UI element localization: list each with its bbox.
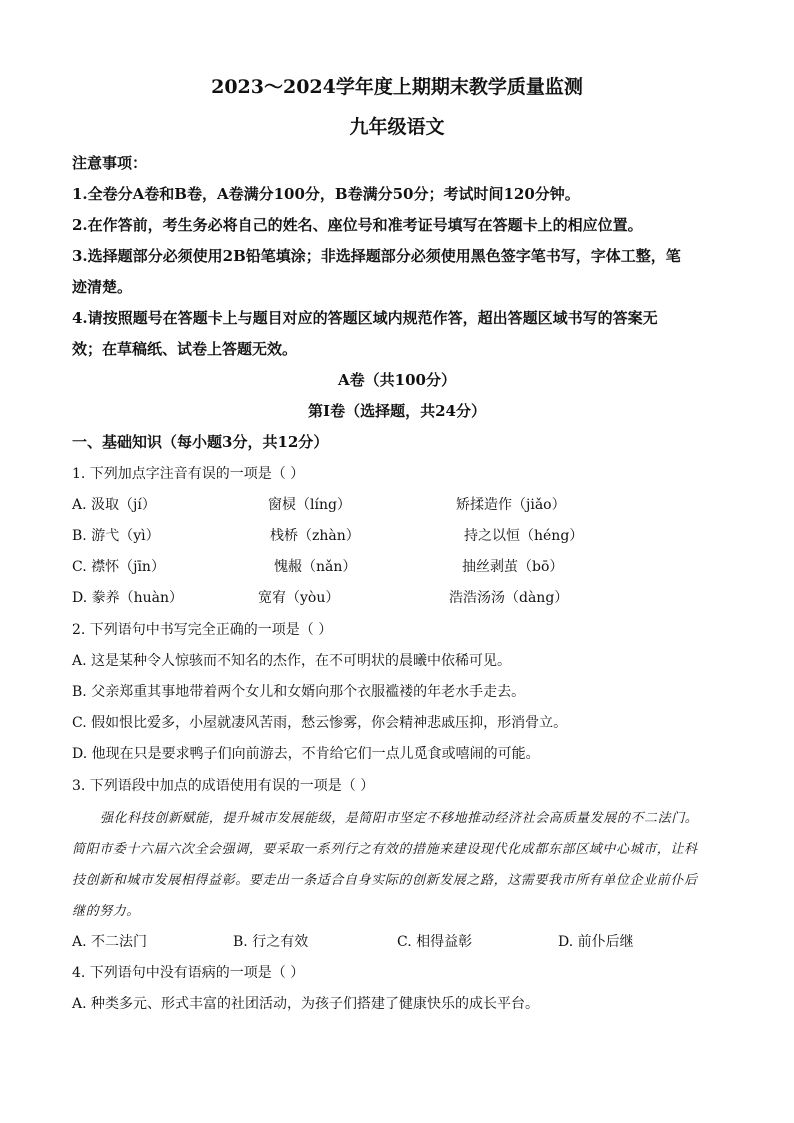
q3-option-d: D. 前仆后继 — [558, 934, 634, 950]
q3-passage-line: 强化科技创新赋能，提升城市发展能级，是简阳市坚定不移地推动经济社会高质量发展的不二法门。 — [100, 811, 699, 826]
exam-title: 2023～2024学年度上期期末教学质量监测 — [211, 76, 583, 98]
q1-option-b-3: 持之以恒（héng） — [464, 528, 584, 544]
q3-option-a: A. 不二法门 — [72, 934, 148, 950]
question-1-stem: 1. 下列加点字注音有误的一项是（ ） — [72, 466, 305, 482]
q1-option-d-1: D. 豢养（huàn） — [72, 590, 184, 606]
q3-passage-line: 技创新和城市发展相得益彰。要走出一条适合自身实际的创新发展之路，这需要我市所有单位企业前仆后 — [72, 873, 698, 888]
notice-line: 效；在草稿纸、试卷上答题无效。 — [72, 340, 298, 358]
q1-option-d-3: 浩浩汤汤（dàng） — [449, 590, 569, 606]
q2-option-b: B. 父亲郑重其事地带着两个女儿和女婿向那个衣服褴褛的年老水手走去。 — [72, 684, 526, 700]
q4-option-a: A. 种类多元、形式丰富的社团活动，为孩子们搭建了健康快乐的成长平台。 — [72, 996, 540, 1012]
volume-heading: A卷（共100分） — [338, 371, 456, 389]
q1-option-c-3: 抽丝剥茧（bō） — [462, 559, 564, 575]
question-2-stem: 2. 下列语句中书写完全正确的一项是（ ） — [72, 622, 333, 638]
q1-option-c-1: C. 襟怀（jīn） — [72, 559, 165, 575]
notice-line: 3.选择题部分必须使用2B铅笔填涂；非选择题部分必须使用黑色签字笔书写，字体工整，笔 — [72, 247, 681, 265]
part-heading: 第Ⅰ卷（选择题，共24分） — [308, 402, 486, 420]
q1-option-a-2: 窗棂（líng） — [268, 497, 351, 513]
q3-option-c: C. 相得益彰 — [397, 934, 473, 950]
question-3-stem: 3. 下列语段中加点的成语使用有误的一项是（ ） — [72, 778, 375, 794]
q1-option-c-2: 愧赧（nǎn） — [274, 559, 357, 575]
q1-option-b-2: 栈桥（zhàn） — [270, 528, 360, 544]
q2-option-d: D. 他现在只是要求鸭子们向前游去，不肯给它们一点儿觅食或嘻闹的可能。 — [72, 746, 540, 762]
notice-line: 1.全卷分A卷和B卷，A卷满分100分，B卷满分50分；考试时间120分钟。 — [72, 185, 580, 203]
notice-line: 2.在作答前，考生务必将自己的姓名、座位号和准考证号填写在答题卡上的相应位置。 — [72, 216, 643, 234]
notice-heading: 注意事项： — [72, 154, 148, 172]
q1-option-a-3: 矫揉造作（jiǎo） — [456, 497, 566, 513]
q1-option-a-1: A. 汲取（jí） — [72, 497, 156, 513]
q1-option-d-2: 宽宥（yòu） — [258, 590, 340, 606]
q1-option-b-1: B. 游弋（yì） — [72, 528, 160, 544]
question-4-stem: 4. 下列语句中没有语病的一项是（ ） — [72, 965, 305, 981]
q2-option-a: A. 这是某种令人惊骇而不知名的杰作，在不可明状的晨曦中依稀可见。 — [72, 653, 512, 669]
q2-option-c: C. 假如恨比爱多，小屋就凄风苦雨，愁云惨雾，你会精神悲戚压抑，形消骨立。 — [72, 715, 568, 731]
exam-subtitle: 九年级语文 — [349, 116, 445, 138]
notice-line: 4.请按照题号在答题卡上与题目对应的答题区域内规范作答，超出答题区域书写的答案无 — [72, 309, 658, 327]
group-heading: 一、基础知识（每小题3分，共12分） — [72, 433, 329, 451]
q3-option-b: B. 行之有效 — [233, 934, 309, 950]
notice-line: 迹清楚。 — [72, 278, 133, 296]
q3-passage-line: 继的努力。 — [72, 904, 141, 919]
q3-passage-line: 简阳市委十六届六次全会强调，要采取一系列行之有效的措施来建设现代化成都东部区域中心城市，让科 — [72, 842, 698, 857]
